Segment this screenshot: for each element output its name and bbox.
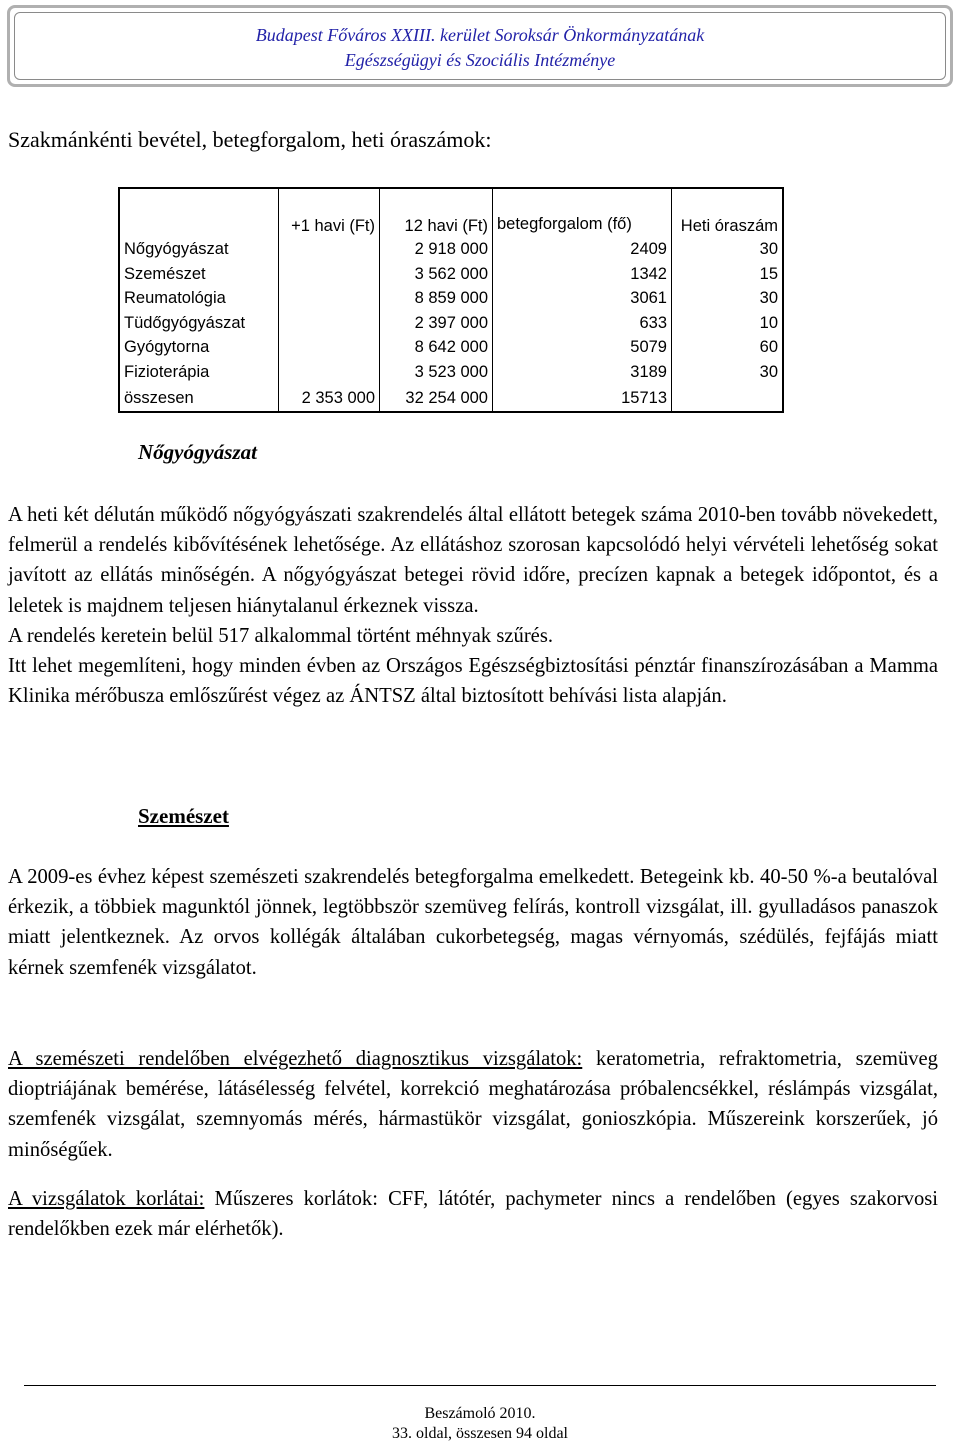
table-cell-betegforgalom: 1342: [493, 262, 672, 287]
table-row: [119, 335, 783, 360]
table-cell-name: Gyógytorna: [124, 338, 210, 357]
table-cell-plus1: [279, 286, 380, 311]
statistics-table: [118, 187, 784, 413]
table-cell-oraszam: 10: [672, 311, 784, 336]
table-header-cell: [119, 188, 279, 237]
table-cell-oraszam: 60: [672, 335, 784, 360]
table-cell-oraszam: [672, 384, 784, 412]
paragraph-diagnostics: [8, 1044, 938, 1165]
table-row: [119, 311, 783, 336]
table-header-row: [119, 188, 783, 237]
diagnostics-text: keratometria, refraktometria, szemüveg dioptriájának bemérése, látásélesség felvétel, korrekció meghatározása próbalencsékkel, réslámpás vizsgálat, szemfenék vizsgálat, szemnyomás mérés, hármastükör vizsgálat, gonioszkópia. Műszereink korszerűek, jó minőségűek.: [8, 1048, 938, 1161]
table-header-cell: Heti óraszám: [672, 188, 784, 237]
paragraph-text: A rendelés keretein belül 517 alkalommal történt méhnyak szűrés.: [8, 624, 553, 647]
subheading-nogyogyaszat: Nőgyógyászat: [138, 440, 257, 464]
section-heading: Szakmánkénti bevétel, betegforgalom, heti óraszámok:: [8, 127, 492, 152]
table-cell-betegforgalom: 3189: [493, 360, 672, 385]
table-cell-12havi: 8 859 000: [380, 286, 493, 311]
table-cell-12havi: 3 562 000: [380, 262, 493, 287]
table-cell-betegforgalom: 2409: [493, 237, 672, 262]
table-cell-plus1: [279, 262, 380, 287]
subheading-szemeszet: Szemészet: [138, 804, 229, 828]
table-header-cell: betegforgalom (fő): [493, 188, 672, 237]
table-row: [119, 237, 783, 262]
table-row: [119, 360, 783, 385]
limits-text: Műszeres korlátok: CFF, látótér, pachymeter nincs a rendelőben (egyes szakorvosi rendelőkben ezek már elérhetők).: [8, 1188, 938, 1241]
table-cell-oraszam: 30: [672, 286, 784, 311]
table-cell-plus1: [279, 360, 380, 385]
table-cell-name: Szemészet: [124, 264, 206, 283]
table-row: [119, 262, 783, 287]
diagnostics-label: A szemészeti rendelőben elvégezhető diagnosztikus vizsgálatok:: [8, 1048, 583, 1070]
paragraph-szemeszet: A 2009-es évhez képest szemészeti szakrendelés betegforgalma emelkedett. Betegeink kb. 40-50 %-a beutalóval érkezik, a többiek magunktól jönnek, legtöbbször szemüveg felírás, kontroll vizsgálat, ill. gyulladásos panaszok miatt jelentkeznek. Az orvos kollégák általában cukorbetegség, magas vérnyomás, szédülés, fejfájás miatt kérnek szemfenék vizsgálatot.: [8, 866, 938, 979]
table-cell-betegforgalom: 3061: [493, 286, 672, 311]
paragraph-text: A heti két délután működő nőgyógyászati szakrendelés által ellátott betegek száma 2010-ben tovább növekedett, felmerül a rendelés kibővítésének lehetősége. Az ellátáshoz szorosan kapcsolódó helyi vérvételi lehetőség sokat javított az ellátás minőségén. A nőgyógyászat betegei rövid időre, precízen kapnak a betegek időpontot, és a leletek is majdnem teljesen hiánytalanul érkeznek vissza.: [8, 504, 938, 617]
table-cell-name: Nőgyógyászat: [124, 240, 229, 259]
paragraph-nogyogyaszat: [8, 500, 938, 711]
table-header-cell: +1 havi (Ft): [279, 188, 380, 237]
table-cell-oraszam: 15: [672, 262, 784, 287]
table-cell-12havi: 3 523 000: [380, 360, 493, 385]
footer-divider: [24, 1385, 936, 1386]
header-institution-line1: Budapest Főváros XXIII. kerület Soroksár Önkormányzatának: [255, 25, 705, 45]
table-row: [119, 286, 783, 311]
table-cell-oraszam: 30: [672, 360, 784, 385]
table-cell-12havi: 8 642 000: [380, 335, 493, 360]
table-cell-betegforgalom: 633: [493, 311, 672, 336]
table-cell-betegforgalom: 15713: [493, 384, 672, 412]
table-cell-plus1: [279, 335, 380, 360]
table-cell-12havi: 2 918 000: [380, 237, 493, 262]
table-cell-name: Fizioterápia: [124, 362, 210, 381]
table-cell-oraszam: 30: [672, 237, 784, 262]
limits-label: A vizsgálatok korlátai:: [8, 1188, 205, 1210]
table-total-row: [119, 384, 783, 412]
footer-page-number: 33. oldal, összesen 94 oldal: [392, 1425, 568, 1442]
table-cell-name: Reumatológia: [124, 289, 226, 308]
table-cell-name: összesen: [124, 388, 194, 407]
header-institution-line2: Egészségügyi és Szociális Intézménye: [344, 50, 616, 70]
paragraph-limits: [8, 1184, 938, 1244]
table-header-cell: 12 havi (Ft): [380, 188, 493, 237]
footer-report-title: Beszámoló 2010.: [424, 1405, 536, 1422]
table-cell-12havi: 32 254 000: [380, 384, 493, 412]
table-cell-betegforgalom: 5079: [493, 335, 672, 360]
table-cell-plus1: [279, 311, 380, 336]
table-cell-name: Tüdőgyógyászat: [124, 313, 246, 332]
table-cell-plus1: [279, 237, 380, 262]
document-header: [7, 5, 953, 87]
table-cell-12havi: 2 397 000: [380, 311, 493, 336]
paragraph-text: Itt lehet megemlíteni, hogy minden évben az Országos Egészségbiztosítási pénztár finanszírozásában a Mamma Klinika mérőbusza emlőszűrést végez az ÁNTSZ által biztosított behívási lista alapján.: [8, 655, 938, 708]
table-cell-plus1: 2 353 000: [279, 384, 380, 412]
